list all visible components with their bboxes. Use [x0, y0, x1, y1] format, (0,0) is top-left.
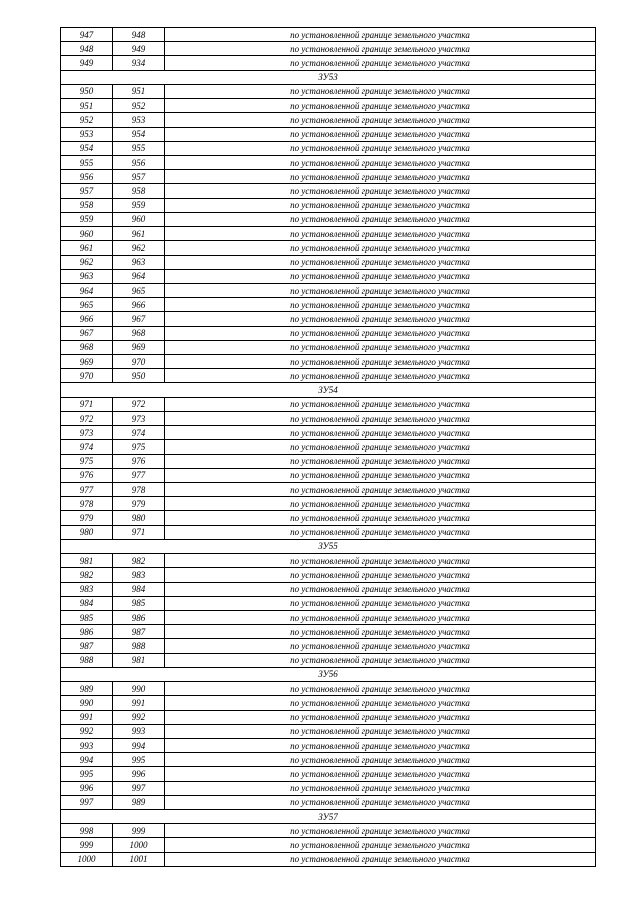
to-point-cell: 993 [113, 724, 165, 738]
table-row [61, 56, 596, 70]
table-row [61, 312, 596, 326]
from-point-cell: 995 [61, 767, 113, 781]
boundary-table [60, 27, 596, 867]
description-cell: по установленной границе земельного участка [165, 170, 596, 184]
to-point-cell: 987 [113, 625, 165, 639]
to-point-cell: 1000 [113, 838, 165, 852]
from-point-cell: 973 [61, 426, 113, 440]
from-point-cell: 976 [61, 468, 113, 482]
to-point-cell: 975 [113, 440, 165, 454]
to-point-cell: 960 [113, 212, 165, 226]
to-point-cell: 969 [113, 340, 165, 354]
to-point-cell: 959 [113, 198, 165, 212]
from-point-cell: 978 [61, 497, 113, 511]
table-row [61, 525, 596, 539]
description-cell: по установленной границе земельного участка [165, 795, 596, 809]
description-cell: по установленной границе земельного участка [165, 42, 596, 56]
table-row [61, 710, 596, 724]
table-row [61, 511, 596, 525]
to-point-cell: 953 [113, 113, 165, 127]
from-point-cell: 997 [61, 795, 113, 809]
to-point-cell: 968 [113, 326, 165, 340]
to-point-cell: 989 [113, 795, 165, 809]
description-cell: по установленной границе земельного участка [165, 255, 596, 269]
description-cell: по установленной границе земельного участка [165, 781, 596, 795]
to-point-cell: 986 [113, 610, 165, 624]
to-point-cell: 962 [113, 241, 165, 255]
to-point-cell: 963 [113, 255, 165, 269]
table-row [61, 241, 596, 255]
table-row [61, 397, 596, 411]
to-point-cell: 982 [113, 554, 165, 568]
table-row [61, 824, 596, 838]
description-cell: по установленной границе земельного участка [165, 241, 596, 255]
description-cell: по установленной границе земельного участка [165, 724, 596, 738]
description-cell: по установленной границе земельного участка [165, 212, 596, 226]
section-header-row [61, 810, 596, 824]
table-row [61, 738, 596, 752]
table-row [61, 440, 596, 454]
from-point-cell: 991 [61, 710, 113, 724]
table-row [61, 767, 596, 781]
from-point-cell: 964 [61, 283, 113, 297]
boundary-table-body [61, 28, 596, 867]
from-point-cell: 958 [61, 198, 113, 212]
from-point-cell: 959 [61, 212, 113, 226]
description-cell: по установленной границе земельного участка [165, 369, 596, 383]
description-cell: по установленной границе земельного участка [165, 610, 596, 624]
table-row [61, 369, 596, 383]
from-point-cell: 974 [61, 440, 113, 454]
from-point-cell: 999 [61, 838, 113, 852]
from-point-cell: 975 [61, 454, 113, 468]
to-point-cell: 980 [113, 511, 165, 525]
from-point-cell: 949 [61, 56, 113, 70]
section-label: ЗУ53 [61, 70, 596, 84]
table-row [61, 639, 596, 653]
table-row [61, 155, 596, 169]
from-point-cell: 966 [61, 312, 113, 326]
to-point-cell: 983 [113, 568, 165, 582]
from-point-cell: 961 [61, 241, 113, 255]
from-point-cell: 952 [61, 113, 113, 127]
to-point-cell: 934 [113, 56, 165, 70]
description-cell: по установленной границе земельного участка [165, 454, 596, 468]
to-point-cell: 955 [113, 141, 165, 155]
description-cell: по установленной границе земельного участка [165, 525, 596, 539]
description-cell: по установленной границе земельного участка [165, 397, 596, 411]
table-row [61, 283, 596, 297]
from-point-cell: 948 [61, 42, 113, 56]
to-point-cell: 970 [113, 355, 165, 369]
table-row [61, 468, 596, 482]
description-cell: по установленной границе земельного участка [165, 483, 596, 497]
section-header-row [61, 539, 596, 553]
from-point-cell: 967 [61, 326, 113, 340]
from-point-cell: 950 [61, 84, 113, 98]
from-point-cell: 987 [61, 639, 113, 653]
from-point-cell: 963 [61, 269, 113, 283]
table-row [61, 411, 596, 425]
description-cell: по установленной границе земельного участка [165, 625, 596, 639]
to-point-cell: 994 [113, 738, 165, 752]
from-point-cell: 953 [61, 127, 113, 141]
from-point-cell: 947 [61, 28, 113, 42]
description-cell: по установленной границе земельного участка [165, 28, 596, 42]
section-header-row [61, 70, 596, 84]
table-row [61, 596, 596, 610]
description-cell: по установленной границе земельного участка [165, 568, 596, 582]
from-point-cell: 956 [61, 170, 113, 184]
section-label: ЗУ54 [61, 383, 596, 397]
description-cell: по установленной границе земельного участка [165, 753, 596, 767]
table-row [61, 554, 596, 568]
table-row [61, 682, 596, 696]
to-point-cell: 981 [113, 653, 165, 667]
table-row [61, 141, 596, 155]
from-point-cell: 984 [61, 596, 113, 610]
description-cell: по установленной границе земельного участка [165, 468, 596, 482]
table-row [61, 696, 596, 710]
table-row [61, 454, 596, 468]
from-point-cell: 962 [61, 255, 113, 269]
to-point-cell: 972 [113, 397, 165, 411]
to-point-cell: 979 [113, 497, 165, 511]
description-cell: по установленной границе земельного участка [165, 426, 596, 440]
description-cell: по установленной границе земельного участка [165, 84, 596, 98]
table-row [61, 127, 596, 141]
description-cell: по установленной границе земельного участка [165, 355, 596, 369]
to-point-cell: 971 [113, 525, 165, 539]
table-row [61, 653, 596, 667]
table-row [61, 340, 596, 354]
to-point-cell: 991 [113, 696, 165, 710]
description-cell: по установленной границе земельного участка [165, 99, 596, 113]
table-row [61, 198, 596, 212]
description-cell: по установленной границе земельного участка [165, 312, 596, 326]
from-point-cell: 992 [61, 724, 113, 738]
table-row [61, 483, 596, 497]
from-point-cell: 977 [61, 483, 113, 497]
to-point-cell: 948 [113, 28, 165, 42]
description-cell: по установленной границе земельного участка [165, 155, 596, 169]
table-row [61, 269, 596, 283]
from-point-cell: 993 [61, 738, 113, 752]
table-row [61, 28, 596, 42]
from-point-cell: 960 [61, 227, 113, 241]
to-point-cell: 985 [113, 596, 165, 610]
description-cell: по установленной границе земельного участка [165, 127, 596, 141]
description-cell: по установленной границе земельного участка [165, 141, 596, 155]
description-cell: по установленной границе земельного участка [165, 227, 596, 241]
to-point-cell: 950 [113, 369, 165, 383]
description-cell: по установленной границе земельного участка [165, 767, 596, 781]
to-point-cell: 961 [113, 227, 165, 241]
from-point-cell: 981 [61, 554, 113, 568]
table-row [61, 426, 596, 440]
table-row [61, 625, 596, 639]
table-row [61, 326, 596, 340]
to-point-cell: 997 [113, 781, 165, 795]
description-cell: по установленной границе земельного участка [165, 113, 596, 127]
from-point-cell: 970 [61, 369, 113, 383]
description-cell: по установленной границе земельного участка [165, 411, 596, 425]
description-cell: по установленной границе земельного участка [165, 298, 596, 312]
section-header-row [61, 667, 596, 681]
description-cell: по установленной границе земельного участка [165, 440, 596, 454]
from-point-cell: 951 [61, 99, 113, 113]
table-row [61, 568, 596, 582]
table-row [61, 42, 596, 56]
table-row [61, 113, 596, 127]
to-point-cell: 974 [113, 426, 165, 440]
table-row [61, 212, 596, 226]
to-point-cell: 964 [113, 269, 165, 283]
table-row [61, 838, 596, 852]
section-label: ЗУ56 [61, 667, 596, 681]
from-point-cell: 972 [61, 411, 113, 425]
from-point-cell: 990 [61, 696, 113, 710]
description-cell: по установленной границе земельного участка [165, 56, 596, 70]
to-point-cell: 984 [113, 582, 165, 596]
table-row [61, 170, 596, 184]
table-row [61, 99, 596, 113]
description-cell: по установленной границе земельного участка [165, 596, 596, 610]
to-point-cell: 951 [113, 84, 165, 98]
description-cell: по установленной границе земельного участка [165, 326, 596, 340]
from-point-cell: 969 [61, 355, 113, 369]
to-point-cell: 956 [113, 155, 165, 169]
table-row [61, 610, 596, 624]
description-cell: по установленной границе земельного участка [165, 696, 596, 710]
to-point-cell: 965 [113, 283, 165, 297]
description-cell: по установленной границе земельного участка [165, 639, 596, 653]
description-cell: по установленной границе земельного участка [165, 340, 596, 354]
to-point-cell: 1001 [113, 852, 165, 866]
description-cell: по установленной границе земельного участка [165, 198, 596, 212]
from-point-cell: 965 [61, 298, 113, 312]
from-point-cell: 982 [61, 568, 113, 582]
description-cell: по установленной границе земельного участка [165, 852, 596, 866]
from-point-cell: 986 [61, 625, 113, 639]
to-point-cell: 952 [113, 99, 165, 113]
to-point-cell: 977 [113, 468, 165, 482]
table-row [61, 184, 596, 198]
description-cell: по установленной границе земельного участка [165, 269, 596, 283]
table-row [61, 795, 596, 809]
table-row [61, 298, 596, 312]
to-point-cell: 995 [113, 753, 165, 767]
description-cell: по установленной границе земельного участка [165, 653, 596, 667]
from-point-cell: 1000 [61, 852, 113, 866]
from-point-cell: 957 [61, 184, 113, 198]
table-row [61, 724, 596, 738]
description-cell: по установленной границе земельного участка [165, 511, 596, 525]
section-label: ЗУ55 [61, 539, 596, 553]
table-row [61, 753, 596, 767]
to-point-cell: 996 [113, 767, 165, 781]
from-point-cell: 994 [61, 753, 113, 767]
to-point-cell: 966 [113, 298, 165, 312]
from-point-cell: 980 [61, 525, 113, 539]
to-point-cell: 990 [113, 682, 165, 696]
from-point-cell: 988 [61, 653, 113, 667]
table-row [61, 255, 596, 269]
description-cell: по установленной границе земельного участка [165, 838, 596, 852]
from-point-cell: 955 [61, 155, 113, 169]
table-row [61, 497, 596, 511]
from-point-cell: 954 [61, 141, 113, 155]
from-point-cell: 968 [61, 340, 113, 354]
section-header-row [61, 383, 596, 397]
to-point-cell: 949 [113, 42, 165, 56]
description-cell: по установленной границе земельного участка [165, 682, 596, 696]
table-row [61, 84, 596, 98]
to-point-cell: 967 [113, 312, 165, 326]
description-cell: по установленной границе земельного участка [165, 824, 596, 838]
section-label: ЗУ57 [61, 810, 596, 824]
description-cell: по установленной границе земельного участка [165, 710, 596, 724]
to-point-cell: 954 [113, 127, 165, 141]
table-row [61, 852, 596, 866]
from-point-cell: 989 [61, 682, 113, 696]
to-point-cell: 999 [113, 824, 165, 838]
from-point-cell: 971 [61, 397, 113, 411]
from-point-cell: 985 [61, 610, 113, 624]
to-point-cell: 992 [113, 710, 165, 724]
table-row [61, 227, 596, 241]
to-point-cell: 988 [113, 639, 165, 653]
table-row [61, 355, 596, 369]
description-cell: по установленной границе земельного участка [165, 497, 596, 511]
to-point-cell: 973 [113, 411, 165, 425]
description-cell: по установленной границе земельного участка [165, 738, 596, 752]
to-point-cell: 958 [113, 184, 165, 198]
description-cell: по установленной границе земельного участка [165, 184, 596, 198]
to-point-cell: 978 [113, 483, 165, 497]
from-point-cell: 996 [61, 781, 113, 795]
from-point-cell: 983 [61, 582, 113, 596]
description-cell: по установленной границе земельного участка [165, 283, 596, 297]
table-row [61, 781, 596, 795]
table-row [61, 582, 596, 596]
from-point-cell: 998 [61, 824, 113, 838]
from-point-cell: 979 [61, 511, 113, 525]
description-cell: по установленной границе земельного участка [165, 582, 596, 596]
to-point-cell: 976 [113, 454, 165, 468]
description-cell: по установленной границе земельного участка [165, 554, 596, 568]
to-point-cell: 957 [113, 170, 165, 184]
